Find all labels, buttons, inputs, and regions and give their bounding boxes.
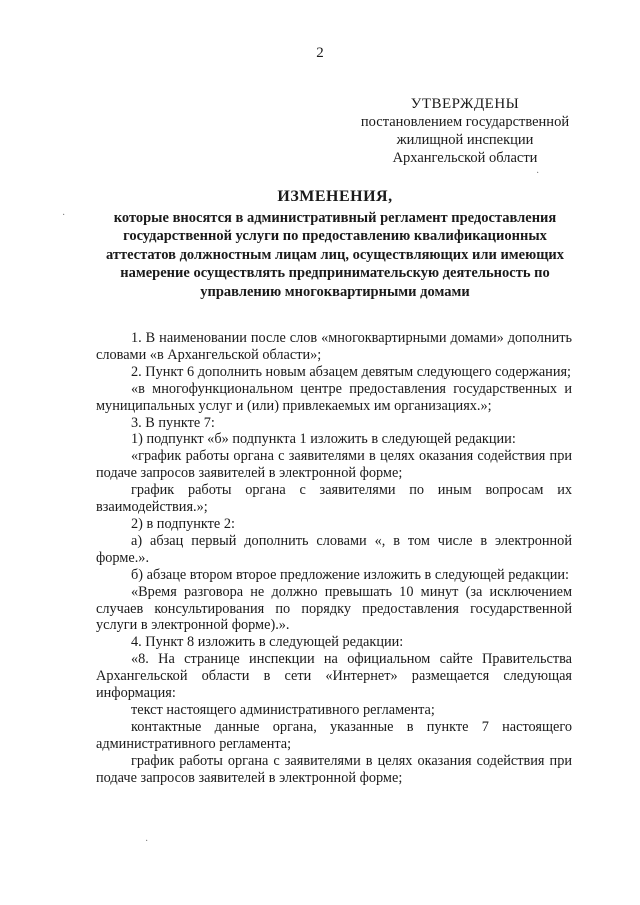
approval-line: постановлением государственной [360,114,570,130]
paragraph: 2) в подпункте 2: [131,515,235,532]
approval-line: Архангельской области [392,150,538,166]
title-line: аттестатов должностным лицам лиц, осуществляющих или имеющих [105,246,565,263]
paragraph: а) абзац первый дополнить словами «, в том числе в электронной форме.». [96,532,572,566]
paragraph: 3. В пункте 7: [131,414,215,431]
paragraph: 1. В наименовании после слов «многоквартирными домами» дополнить словами «в Архангельской области»; [96,330,572,363]
paragraph: «в многофункциональном центре предоставления государственных и муниципальных услуг и (или) привлекаемых им организациях.»; [96,380,572,414]
scan-speck: · [536,168,540,179]
document-title [95,188,575,301]
paragraph: «Время разговора не должно превышать 10 минут (за исключением случаев консультирования по порядку предоставления государственной услуги в электронной форме).». [96,583,572,634]
paragraph: 2. Пункт 6 дополнить новым абзацем девятым следующего содержания; [131,363,572,380]
title-line: намерение осуществлять предпринимательскую деятельность по [120,265,550,281]
scan-speck: · [145,836,149,847]
approval-title: УТВЕРЖДЕНЫ [410,96,520,112]
document-body [96,330,572,786]
approval-line: жилищной инспекции [396,132,534,148]
paragraph: б) абзаце втором второе предложение изложить в следующей редакции: [131,566,569,583]
scan-speck: · [62,210,66,221]
paragraph: график работы органа с заявителями в целях оказания содействия при подаче запросов заявителей в электронной форме; [96,752,572,786]
title-heading: ИЗМЕНЕНИЯ, [277,188,393,205]
paragraph: «8. На странице инспекции на официальном сайте Правительства Архангельской области в сети «Интернет» размещается следующая информация: [96,651,572,702]
paragraph: 1) подпункт «б» подпункта 1 изложить в следующей редакции: [131,431,516,448]
paragraph: 4. Пункт 8 изложить в следующей редакции: [131,634,404,651]
paragraph: график работы органа с заявителями по иным вопросам их взаимодействия.»; [96,482,572,516]
title-line: государственной услуги по предоставлению квалификационных [123,228,547,244]
paragraph: контактные данные органа, указанные в пункте 7 настоящего административного регламента; [96,718,572,752]
page-number: 2 [316,45,324,61]
title-line: управлению многоквартирными домами [200,283,470,300]
title-line: которые вносятся в административный регламент предоставления [113,209,557,226]
paragraph: «график работы органа с заявителями в целях оказания содействия при подаче запросов заявителей в электронной форме; [96,448,572,482]
paragraph: текст настоящего административного регламента; [131,701,435,718]
approval-block [340,95,590,167]
